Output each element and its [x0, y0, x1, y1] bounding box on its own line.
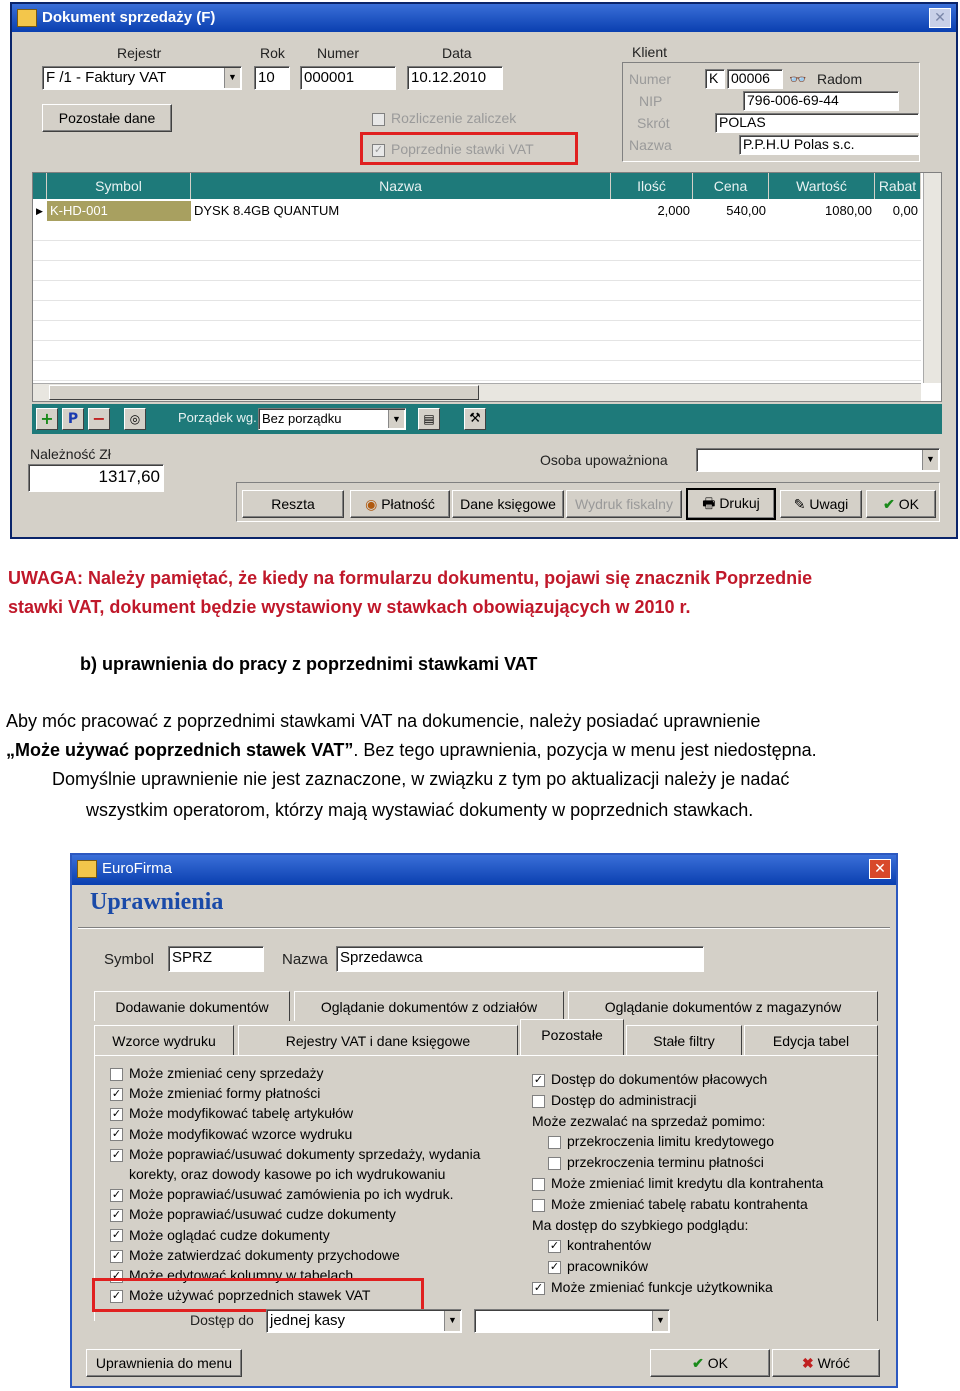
paragraph-line-1: Aby móc pracować z poprzednimi stawkami VAT na dokumencie, należy posiadać uprawnienie [6, 711, 761, 731]
tab-edycja-tabel[interactable]: Edycja tabel [744, 1025, 878, 1055]
x-icon: ✖ [801, 1355, 814, 1371]
permission-label: Może zmieniać formy płatności [129, 1085, 321, 1102]
permission-label: Ma dostęp do szybkiego podglądu: [532, 1216, 749, 1233]
permission-item[interactable] [110, 1103, 353, 1123]
window-title: Dokument sprzedaży (F) [42, 9, 216, 26]
permission-item[interactable] [532, 1090, 697, 1110]
horizontal-scrollbar[interactable] [33, 383, 921, 401]
check-icon: ✔ [883, 496, 895, 512]
paragraph-line-2: „Może używać poprzednich stawek VAT”. Bez tego uprawnienia, pozycja w menu jest niedostępna. [6, 740, 817, 760]
vertical-scrollbar[interactable] [923, 173, 941, 383]
checkbox[interactable]: ✓ [111, 1108, 122, 1121]
permission-label: Może poprawiać/usuwać cudze dokumenty [129, 1206, 396, 1223]
grid-corner [33, 173, 47, 199]
dostep-label: Dostęp do [190, 1312, 254, 1328]
checkbox[interactable]: ✓ [111, 1269, 122, 1282]
checkbox[interactable] [372, 113, 385, 126]
klient-numer-label: Numer [629, 71, 672, 87]
permission-item[interactable] [532, 1069, 767, 1089]
binoculars-icon[interactable]: 👓 [789, 71, 807, 87]
p-icon[interactable]: P [62, 408, 84, 430]
permission-item[interactable] [532, 1173, 823, 1193]
permission-item[interactable] [532, 1194, 808, 1214]
klient-panel [622, 62, 920, 162]
tools-icon[interactable]: ⚒ [464, 408, 486, 430]
checkbox[interactable]: ✓ [111, 1229, 122, 1242]
permission-label: Dostęp do administracji [551, 1091, 697, 1108]
rozliczenie-zaliczek-checkbox[interactable]: Rozliczenie zaliczek [372, 110, 516, 126]
row-marker-icon: ▶ [36, 206, 43, 216]
title-divider [78, 927, 890, 929]
poprzednie-stawki-vat-checkbox[interactable]: ✓ Poprzednie stawki VAT [373, 141, 534, 157]
checkbox[interactable]: ✓ [111, 1128, 122, 1141]
checkbox[interactable] [532, 1095, 545, 1108]
klient-numer-field[interactable]: 00006 [727, 69, 783, 89]
permission-item[interactable] [548, 1131, 774, 1151]
items-grid[interactable] [32, 172, 942, 402]
grid-lines [33, 221, 921, 381]
close-icon[interactable]: ✕ [869, 859, 891, 879]
nazwa-field[interactable]: Sprzedawca [336, 946, 704, 972]
rejestr-select[interactable]: F /1 - Faktury VAT ▼ [42, 66, 242, 90]
checkbox[interactable] [548, 1136, 561, 1149]
permission-item [129, 1164, 445, 1184]
pozostale-dane-button[interactable]: Pozostałe dane [42, 104, 172, 132]
permission-label: Może oglądać cudze dokumenty [129, 1226, 330, 1243]
chevron-down-icon[interactable]: ▼ [652, 1311, 668, 1331]
klient-city: Radom [817, 71, 863, 87]
permission-label: kontrahentów [567, 1237, 652, 1254]
naleznosc-label: Należność Zł [30, 446, 111, 462]
permission-label: Może modyfikować tabelę artykułów [129, 1105, 354, 1122]
section-heading: b) uprawnienia do pracy z poprzednimi stawkami VAT [80, 654, 538, 674]
permission-label: Może używać poprzednich stawek VAT [129, 1287, 371, 1304]
permission-item[interactable] [548, 1152, 764, 1172]
checkbox[interactable]: ✓ [111, 1209, 122, 1222]
window-titlebar [12, 4, 956, 32]
col-header-rabat[interactable]: Rabat [875, 173, 921, 199]
app-icon [17, 9, 37, 27]
klient-skrot-field[interactable]: POLAS [715, 113, 919, 133]
permission-item [532, 1111, 765, 1131]
tab-pozostale[interactable]: Pozostałe [520, 1019, 624, 1055]
dostep-secondary-select[interactable] [474, 1309, 670, 1333]
permission-item[interactable] [548, 1235, 651, 1255]
check-icon: ✔ [692, 1355, 704, 1371]
checkbox[interactable] [548, 1157, 561, 1170]
close-icon[interactable]: ✕ [929, 8, 951, 28]
permission-item[interactable] [110, 1204, 396, 1224]
checkbox[interactable] [532, 1178, 545, 1191]
dane-ksiegowe-button[interactable]: Dane księgowe [452, 490, 564, 518]
symbol-field[interactable]: SPRZ [168, 946, 264, 972]
col-header-ilosc[interactable]: Ilość [611, 173, 693, 199]
permission-label: Może modyfikować wzorce wydruku [129, 1125, 353, 1142]
checkbox[interactable]: ✓ [533, 1281, 544, 1294]
permission-item[interactable] [110, 1184, 453, 1204]
checkbox[interactable]: ✓ [111, 1188, 122, 1201]
permission-label: Może zmieniać funkcje użytkownika [551, 1279, 773, 1295]
paragraph-line-3: Domyślnie uprawnienie nie jest zaznaczone, w związku z tym po aktualizacji należy je nadać [52, 769, 790, 789]
window-title: EuroFirma [102, 860, 173, 877]
ok-button[interactable]: ✔ OK [650, 1349, 770, 1377]
symbol-label: Symbol [104, 951, 155, 968]
col-header-wartosc[interactable]: Wartość [769, 173, 875, 199]
permission-label: Może poprawiać/usuwać zamówienia po ich wydruk. [129, 1186, 454, 1203]
date-field[interactable]: 10.12.2010 [407, 66, 503, 90]
cell-wartosc[interactable]: 1080,00 [825, 203, 872, 218]
klient-nip-field[interactable]: 796-006-69-44 [743, 91, 899, 111]
permission-label: Może poprawiać/usuwać dokumenty sprzedaży, wydania [129, 1145, 481, 1162]
grid-toolbar [32, 404, 942, 434]
cell-ilosc[interactable]: 2,000 [657, 203, 690, 218]
dostep-select[interactable]: jednej kasy ▼ [266, 1309, 462, 1333]
permission-item[interactable] [110, 1083, 320, 1103]
permission-label: Może zezwalać na sprzedaż pomimo: [532, 1112, 766, 1129]
uprawnienia-do-menu-button[interactable]: Uprawnienia do menu [86, 1349, 242, 1377]
uwagi-button[interactable]: ✎ Uwagi [780, 490, 862, 518]
scroll-thumb[interactable] [49, 385, 479, 400]
permission-item[interactable] [110, 1285, 370, 1305]
ok-button[interactable]: ✔ OK [866, 490, 936, 518]
permission-label: korekty, oraz dowody kasowe po ich wydrukowaniu [129, 1166, 446, 1182]
table-row[interactable] [33, 201, 921, 221]
permission-item[interactable] [548, 1256, 648, 1276]
document-window [10, 2, 958, 539]
chevron-down-icon[interactable]: ▼ [224, 68, 240, 88]
delete-icon[interactable]: − [88, 408, 110, 430]
nazwa-label: Nazwa [282, 951, 328, 968]
permissions-window [70, 853, 898, 1388]
permission-label: Dostęp do dokumentów płacowych [551, 1071, 768, 1087]
wroc-button[interactable]: ✖ Wróć [772, 1349, 880, 1377]
permission-item[interactable] [110, 1063, 324, 1083]
app-icon [77, 860, 97, 878]
permission-label: Może zmieniać tabelę rabatu kontrahenta [551, 1195, 808, 1212]
cell-symbol[interactable]: K-HD-001 [47, 201, 191, 221]
checkbox[interactable] [532, 1199, 545, 1212]
klient-nip-label: NIP [639, 93, 663, 109]
klient-numer-prefix[interactable]: K [705, 69, 725, 89]
binoculars-icon[interactable]: ◎ [124, 408, 146, 430]
reszta-button[interactable]: Reszta [242, 490, 344, 518]
permission-item[interactable] [532, 1277, 773, 1297]
rejestr-label: Rejestr [117, 45, 162, 61]
platnosc-button[interactable]: ◉ Płatność [350, 490, 450, 518]
drukuj-button[interactable]: 🖶 Drukuj [686, 488, 776, 520]
permission-label: Może zmieniać limit kredytu dla kontrahenta [551, 1175, 824, 1191]
coins-icon: ◉ [365, 496, 378, 512]
tab-ogladanie-z-odzialow[interactable]: Oglądanie dokumentów z odziałów [294, 991, 564, 1021]
checkbox[interactable]: ✓ [111, 1249, 122, 1262]
tab-ogladanie-z-magazynow[interactable]: Oglądanie dokumentów z magazynów [568, 991, 878, 1021]
checkbox[interactable]: ✓ [549, 1240, 560, 1253]
tab-wzorce-wydruku[interactable]: Wzorce wydruku [94, 1025, 234, 1055]
cell-cena[interactable]: 540,00 [726, 203, 766, 218]
checkbox[interactable]: ✓ [533, 1073, 544, 1086]
uwaga-line-2: stawki VAT, dokument będzie wystawiony w stawkach obowiązujących w 2010 r. [8, 597, 691, 617]
porzadek-select[interactable]: Bez porządku ▼ [258, 408, 406, 430]
numer-label: Numer [317, 45, 360, 61]
permission-item[interactable] [110, 1144, 480, 1164]
numer-field[interactable]: 000001 [300, 66, 396, 90]
cell-nazwa[interactable]: DYSK 8.4GB QUANTUM [194, 203, 340, 218]
printer-icon: 🖶 [702, 495, 716, 511]
col-header-cena[interactable]: Cena [693, 173, 769, 199]
checkbox[interactable] [110, 1068, 123, 1081]
paragraph-line-4: wszystkim operatorom, którzy mają wystawiać dokumenty w poprzednich stawkach. [86, 800, 754, 820]
checkbox[interactable]: ✓ [111, 1148, 122, 1161]
checkbox[interactable]: ✓ [111, 1289, 122, 1302]
permission-label: pracowników [567, 1258, 648, 1275]
permission-label: przekroczenia terminu płatności [567, 1154, 764, 1171]
checkbox[interactable]: ✓ [373, 143, 384, 156]
naleznosc-value: 1317,60 [28, 464, 164, 492]
osoba-label: Osoba upoważniona [540, 452, 668, 468]
chevron-down-icon[interactable]: ▼ [922, 450, 938, 470]
permission-item[interactable] [110, 1124, 352, 1144]
rok-field[interactable]: 10 [254, 66, 290, 90]
tab-dodawanie-dokumentow[interactable]: Dodawanie dokumentów [94, 991, 290, 1021]
chevron-down-icon[interactable]: ▼ [388, 410, 404, 428]
permission-label: Może zmieniać ceny sprzedaży [129, 1065, 324, 1081]
col-header-symbol[interactable]: Symbol [47, 173, 191, 199]
rok-label: Rok [260, 45, 285, 61]
uwaga-line-1: UWAGA: Należy pamiętać, że kiedy na formularzu dokumentu, pojawi się znacznik Poprzednie [8, 568, 813, 588]
columns-icon[interactable]: ▤ [418, 408, 440, 430]
window-titlebar [72, 855, 896, 885]
permission-label: Może edytować kolumny w tabelach [129, 1267, 354, 1283]
tab-stale-filtry[interactable]: Stałe filtry [626, 1025, 742, 1055]
page-title: Uprawnienia [90, 889, 224, 915]
pencil-icon: ✎ [793, 496, 806, 512]
permission-item[interactable] [110, 1265, 353, 1285]
checkbox[interactable]: ✓ [549, 1260, 560, 1273]
add-icon[interactable]: + [36, 408, 58, 430]
chevron-down-icon[interactable]: ▼ [444, 1311, 460, 1331]
cell-rabat[interactable]: 0,00 [892, 203, 918, 218]
permission-item[interactable] [110, 1225, 330, 1245]
wydruk-fiskalny-button[interactable]: Wydruk fiskalny [566, 490, 682, 518]
osoba-select[interactable] [696, 448, 940, 472]
klient-label: Klient [632, 44, 668, 60]
tab-rejestry-vat[interactable]: Rejestry VAT i dane księgowe [238, 1025, 518, 1055]
checkbox[interactable]: ✓ [111, 1087, 122, 1100]
klient-nazwa-field[interactable]: P.P.H.U Polas s.c. [739, 135, 919, 155]
permission-label: przekroczenia limitu kredytowego [567, 1133, 774, 1150]
permission-label: Może zatwierdzać dokumenty przychodowe [129, 1246, 400, 1263]
klient-skrot-label: Skrót [637, 115, 670, 131]
data-label: Data [442, 45, 472, 61]
porzadek-label: Porządek wg. [178, 410, 257, 425]
klient-nazwa-label: Nazwa [629, 137, 672, 153]
permission-item [532, 1215, 748, 1235]
permission-item[interactable] [110, 1245, 400, 1265]
col-header-nazwa[interactable]: Nazwa [191, 173, 611, 199]
